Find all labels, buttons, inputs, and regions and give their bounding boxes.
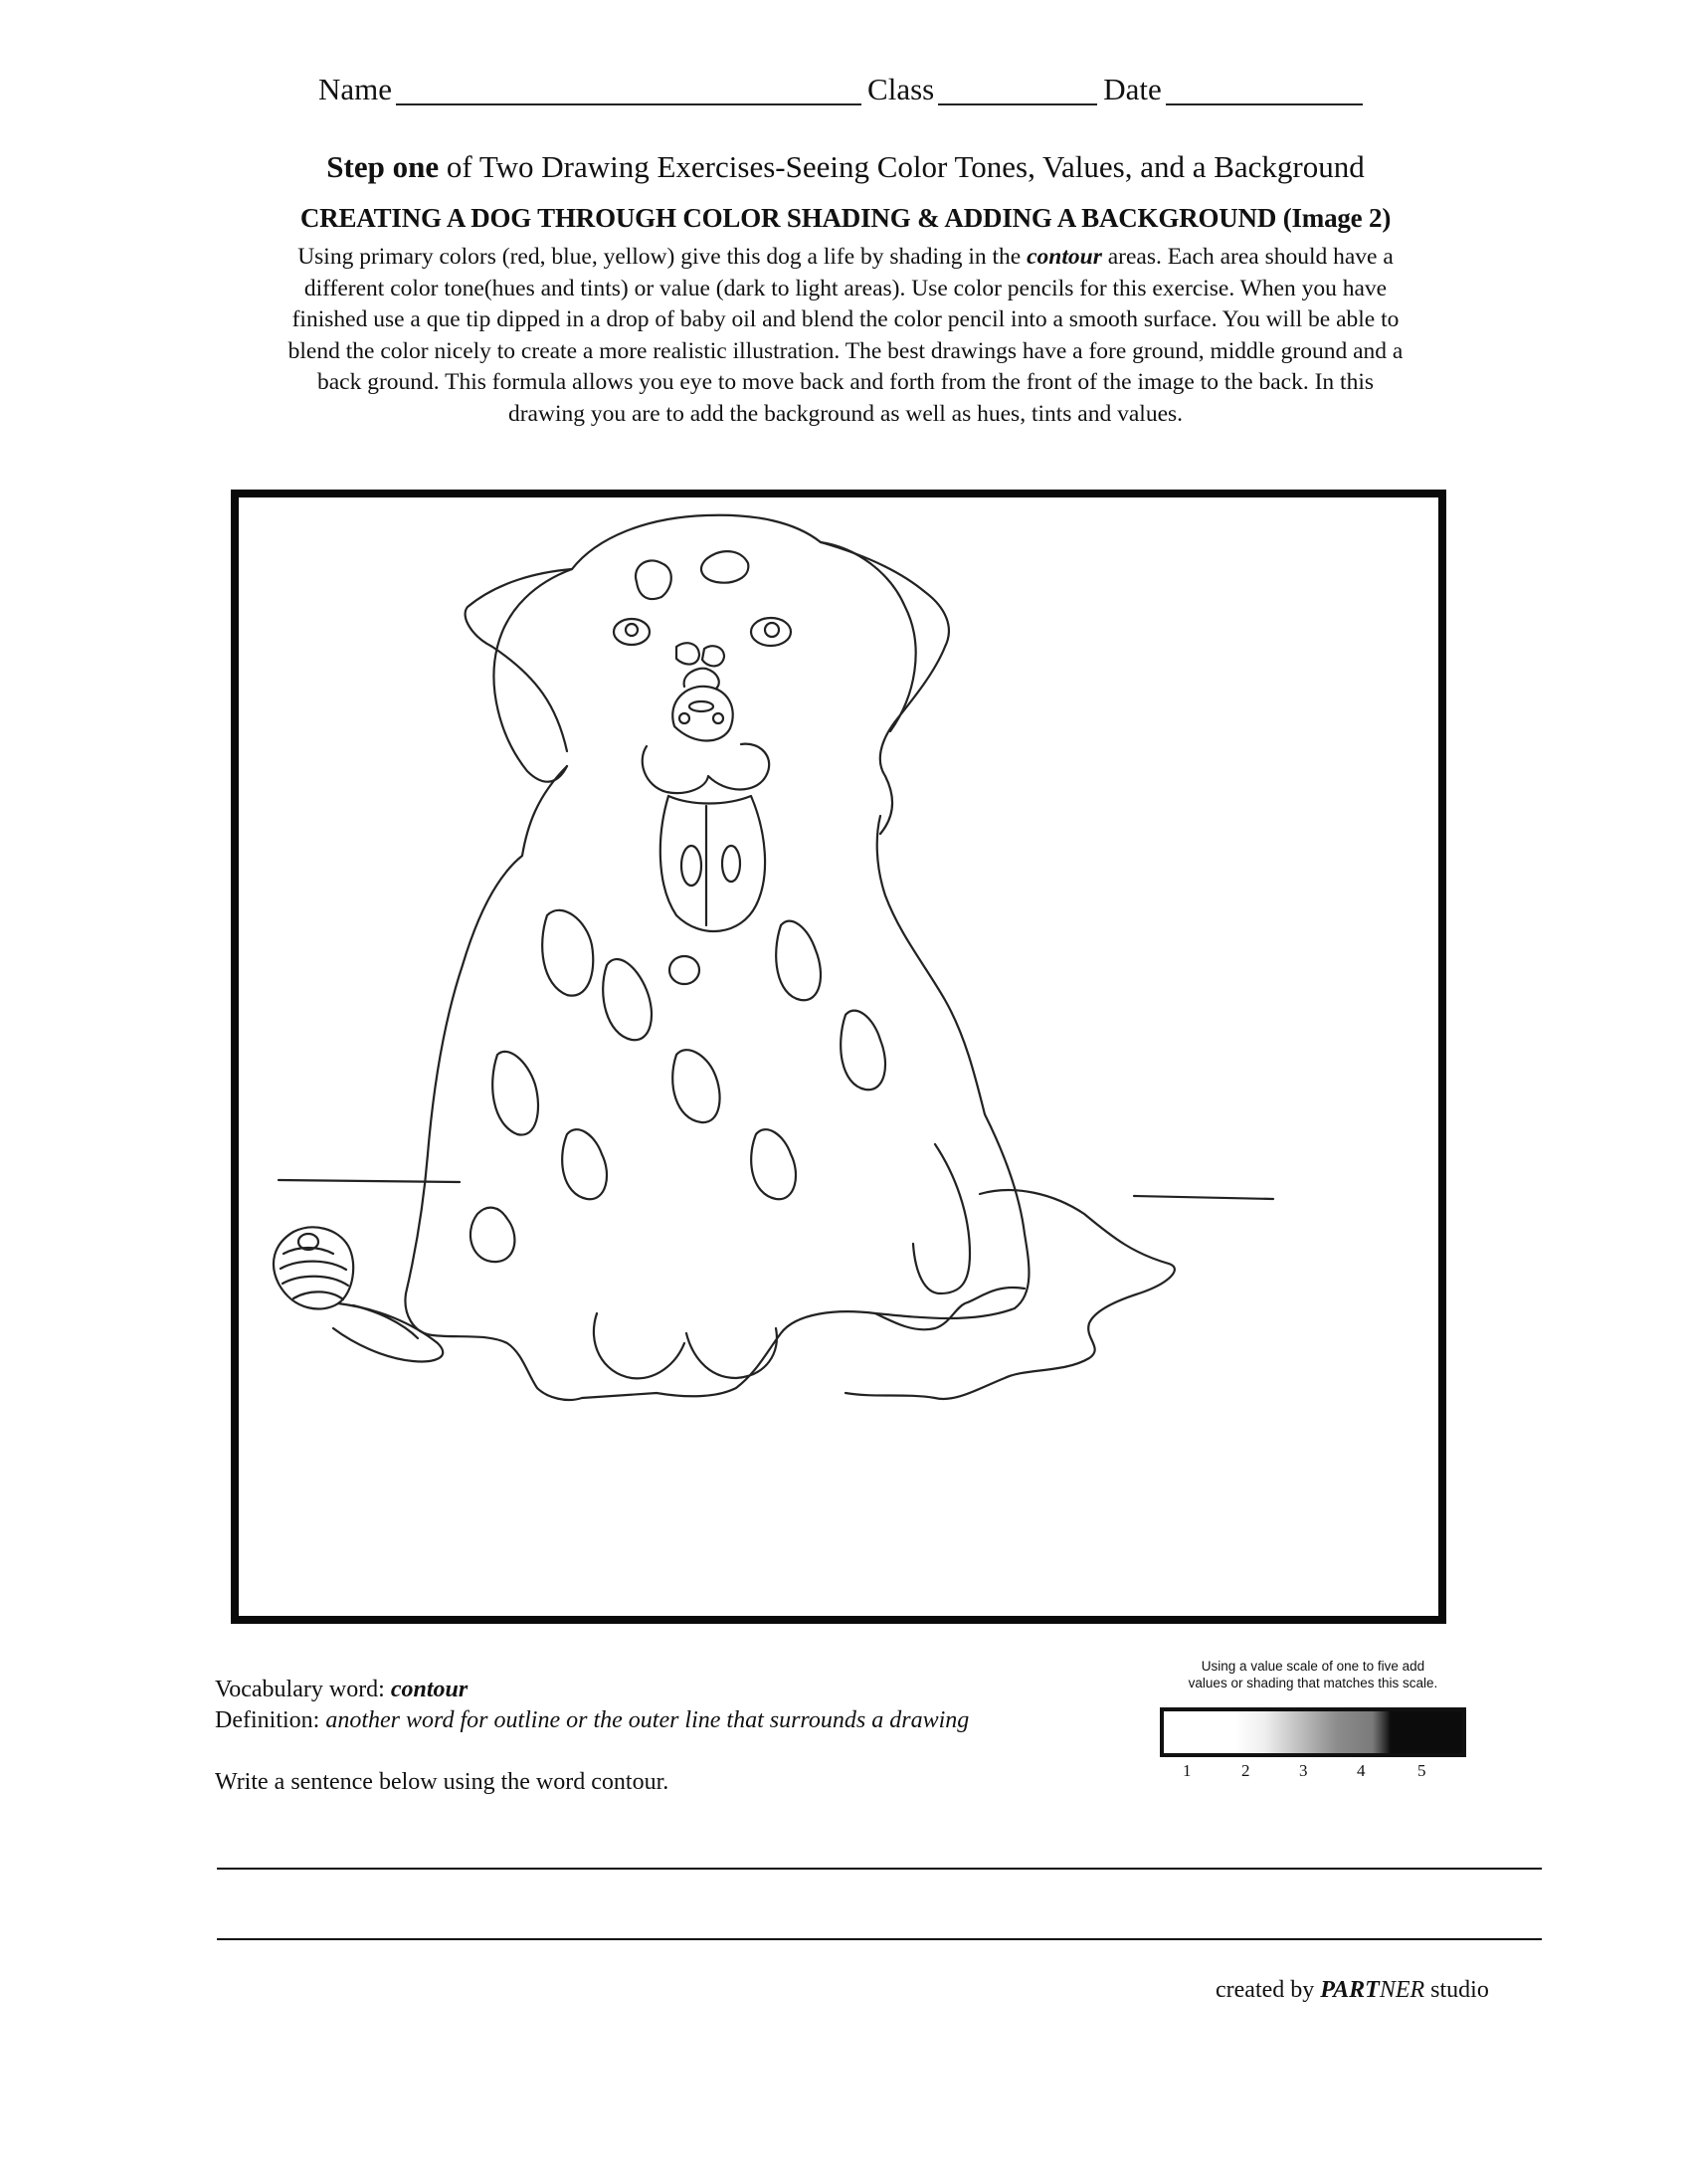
ball-shadow [333, 1303, 443, 1361]
value-scale-label-5: 5 [1417, 1761, 1426, 1780]
instructions-part1: Using primary colors (red, blue, yellow) give this dog a life by shading in the [297, 244, 1028, 270]
sentence-write-line-1[interactable] [217, 1868, 1542, 1870]
credit-prefix: created by [1216, 1977, 1321, 2003]
instructions-paragraph [279, 242, 1412, 430]
credit-brand-italic: NER [1379, 1977, 1425, 2003]
definition-text: another word for outline or the outer line that surrounds a drawing [325, 1707, 970, 1733]
vocabulary-section [215, 1675, 969, 1736]
page-title: CREATING A DOG THROUGH COLOR SHADING & ADDING A BACKGROUND (Image 2) [299, 203, 1392, 233]
class-field[interactable] [938, 74, 1097, 105]
credit-suffix: studio [1424, 1977, 1489, 2003]
instructions-part2: areas. Each area should have a different color tone(hues and tints) or value (dark to light areas). Use color pencils for this exercise. When you have finished use a que tip dipped in a drop of baby oil and blend the color pencil into a smooth surface. You will be able to blend the color nicely to create a more realistic illustration. The best drawings have a fore ground, middle ground and a back ground. This formula allows you eye to move back and forth from the front of the image to the back. In this drawing you are to add the background as well as hues, tints and values. [287, 244, 1404, 427]
date-field[interactable] [1166, 74, 1363, 105]
vocabulary-label: Vocabulary word: [215, 1677, 391, 1702]
step-title-bold: Step one [326, 149, 440, 184]
definition-row [215, 1705, 969, 1736]
dog-right-paw [913, 1144, 970, 1293]
value-scale-caption-line1: Using a value scale of one to five add [1201, 1659, 1425, 1674]
credit-brand-upright: PART [1320, 1977, 1380, 2003]
name-label: Name [318, 72, 393, 106]
step-title [0, 149, 1691, 185]
dog-right-ear [821, 542, 916, 731]
value-scale-caption-line2: values or shading that matches this scale. [1188, 1676, 1438, 1690]
floor-line-right [1134, 1196, 1273, 1199]
dog-head-outline [466, 515, 949, 834]
name-field[interactable] [396, 74, 861, 105]
value-scale-label-4: 4 [1357, 1761, 1366, 1780]
dog-front-paws [594, 1313, 777, 1378]
definition-label: Definition: [215, 1707, 326, 1733]
dog-tongue [660, 796, 765, 931]
dog-left-ear [494, 569, 572, 782]
value-scale-label-3: 3 [1299, 1761, 1308, 1780]
value-scale-label-2: 2 [1241, 1761, 1250, 1780]
drawing-frame [231, 490, 1446, 1624]
student-info-row [318, 72, 1369, 107]
vocabulary-word: contour [390, 1677, 469, 1702]
dog-drawing [239, 497, 1438, 1616]
step-title-rest: of Two Drawing Exercises-Seeing Color Tones, Values, and a Background [439, 149, 1365, 184]
class-label: Class [867, 72, 935, 106]
instructions-emphasis: contour [1027, 244, 1102, 270]
credit-footer [1216, 1977, 1489, 2004]
dog-shadow [846, 1190, 1175, 1399]
value-scale-caption [1144, 1658, 1482, 1691]
sentence-prompt: Write a sentence below using the word contour. [215, 1769, 669, 1795]
sentence-write-line-2[interactable] [217, 1938, 1542, 1940]
vocabulary-row [215, 1675, 969, 1705]
floor-line-left [279, 1180, 460, 1182]
value-scale-label-1: 1 [1183, 1761, 1192, 1780]
date-label: Date [1103, 72, 1162, 106]
value-scale-gradient [1160, 1707, 1466, 1757]
credit-brand [1320, 1977, 1424, 2003]
